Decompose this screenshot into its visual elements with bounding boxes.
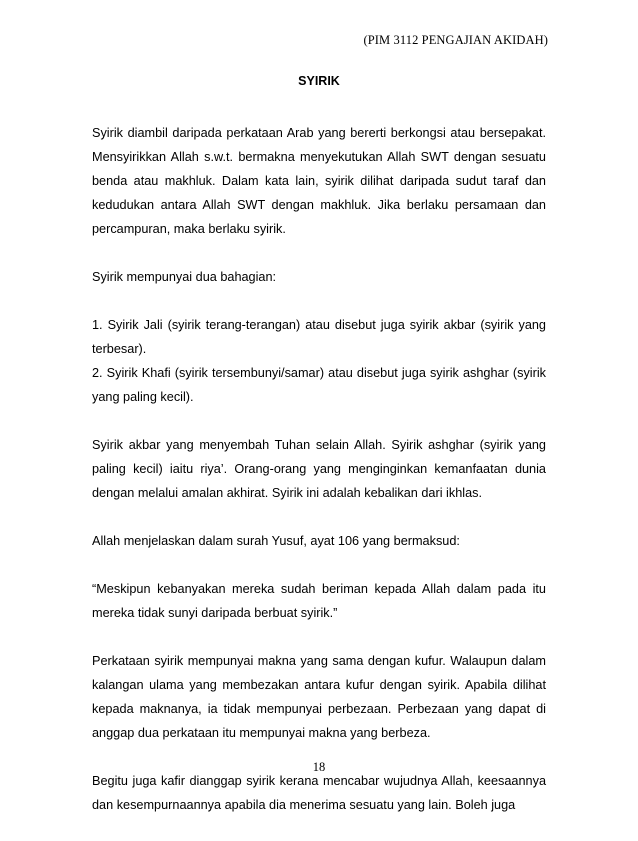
- paragraph-kufur: Perkataan syirik mempunyai makna yang sama dengan kufur. Walaupun dalam kalangan ulama yang membezakan antara kufur dengan syirik. Apabila dilihat kepada maknanya, ia tidak mempunyai perbezaan. Perbezaan yang dapat di anggap dua perkataan itu mempunyai makna yang berbeza.: [92, 654, 546, 740]
- running-header: (PIM 3112 PENGAJIAN AKIDAH): [363, 33, 548, 47]
- paragraph-akbar-ashghar: Syirik akbar yang menyembah Tuhan selain Allah. Syirik ashghar (syirik yang paling kecil) iaitu riya’. Orang-orang yang menginginkan kemanfaatan dunia dengan melalui amalan akhirat. Syirik ini adalah kebalikan dari ikhlas.: [92, 438, 546, 500]
- paragraph-surah-reference: Allah menjelaskan dalam surah Yusuf, ayat 106 yang bermaksud:: [92, 534, 460, 548]
- divisions-list: [92, 313, 546, 409]
- page-number: 18: [312, 760, 326, 774]
- paragraph-quote: “Meskipun kebanyakan mereka sudah beriman kepada Allah dalam pada itu mereka tidak sunyi daripada berbuat syirik.”: [92, 582, 546, 620]
- paragraph-kafir: Begitu juga kafir dianggap syirik kerana mencabar wujudnya Allah, keesaannya dan kesempurnaannya apabila dia menerima sesuatu yang lain. Boleh juga: [92, 774, 546, 812]
- list-item: 1. Syirik Jali (syirik terang-terangan) atau disebut juga syirik akbar (syirik yang terbesar).: [92, 318, 546, 356]
- body-content: [92, 121, 546, 841]
- list-item: 2. Syirik Khafi (syirik tersembunyi/samar) atau disebut juga syirik ashghar (syirik yang paling kecil).: [92, 366, 546, 404]
- paragraph-divisions-intro: Syirik mempunyai dua bahagian:: [92, 270, 277, 284]
- paragraph-definition: Syirik diambil daripada perkataan Arab yang bererti berkongsi atau bersepakat. Mensyirikkan Allah s.w.t. bermakna menyekutukan Allah SWT dengan sesuatu benda atau makhluk. Dalam kata lain, syirik dilihat daripada sudut taraf dan kedudukan antara Allah SWT dengan makhluk. Jika berlaku persamaan dan percampuran, maka berlaku syirik.: [92, 126, 546, 236]
- page-title: SYIRIK: [298, 74, 340, 88]
